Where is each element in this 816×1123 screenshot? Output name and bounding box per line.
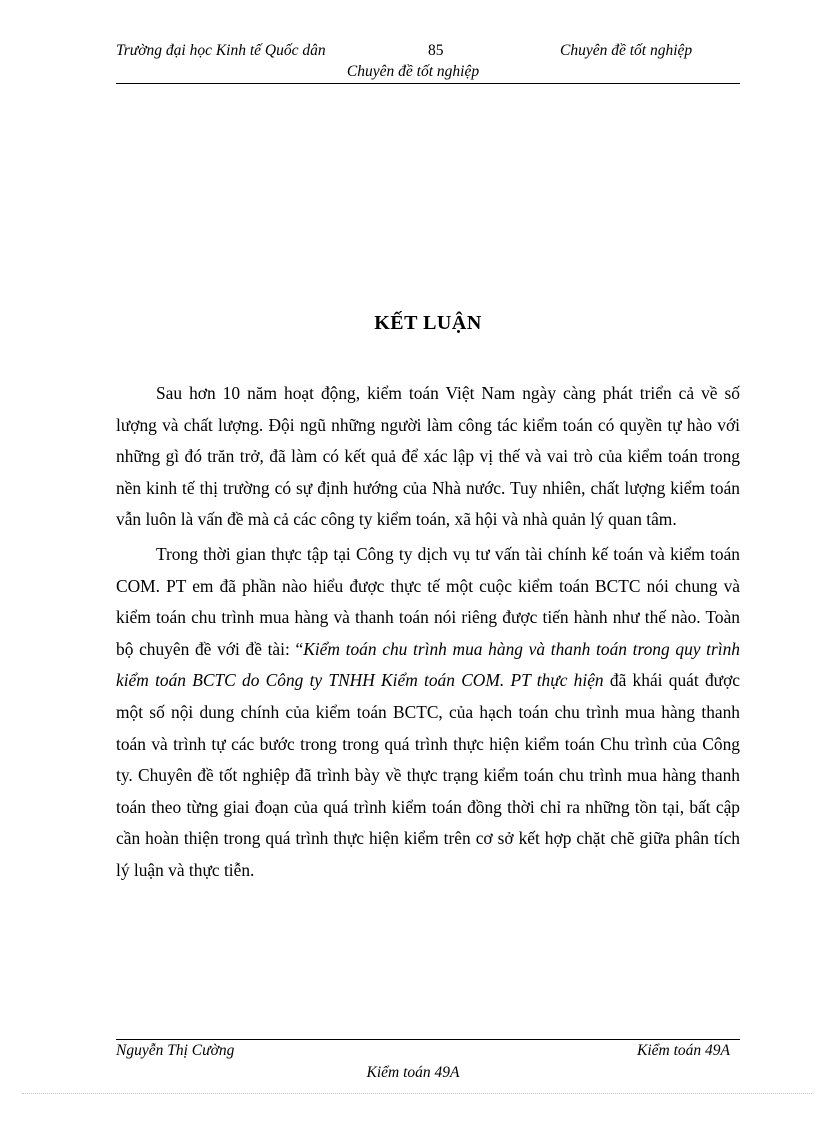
page-header <box>116 42 740 62</box>
paragraph-2-intro: Trong thời gian thực tập tại Công ty dịch vụ tư vấn tài chính kế toán và kiểm toán COM. PT em đã phần nào hiểu được thực tế một cuộc kiểm toán BCTC nói chung và kiểm toán chu trình mua hàng và thanh toán nói riêng được tiến hành như thế nào. Toàn bộ chuyên đề với đề tài: “ <box>116 543 740 659</box>
body-text <box>116 378 740 887</box>
header-document-type: Chuyên đề tốt nghiệp <box>560 42 693 59</box>
footer-subtitle: Kiểm toán 49A <box>366 1064 460 1081</box>
footer-author: Nguyễn Thị Cường <box>116 1042 235 1059</box>
paragraph-2 <box>116 539 740 887</box>
footer-divider <box>116 1039 740 1040</box>
page-footer <box>116 1042 730 1062</box>
header-page-number: 85 <box>428 42 444 59</box>
header-university: Trường đại học Kinh tế Quốc dân <box>116 42 326 59</box>
page-title: KẾT LUẬN <box>374 312 482 334</box>
page-bottom-edge <box>22 1093 812 1094</box>
header-divider <box>116 83 740 84</box>
header-subtitle: Chuyên đề tốt nghiệp <box>346 63 480 80</box>
paragraph-2-conclusion: đã khái quát được một số nội dung chính của kiểm toán BCTC, của hạch toán chu trình mua hàng thanh toán và trình tự các bước trong trong quá trình thực hiện kiểm toán Chu trình của Công ty. Chuyên đề tốt nghiệp đã trình bày về thực trạng kiểm toán chu trình mua hàng thanh toán theo từng giai đoạn của quá trình kiểm toán đồng thời chỉ ra những tồn tại, bất cập cần hoàn thiện trong quá trình thực hiện kiểm trên cơ sở kết hợp chặt chẽ giữa phân tích lý luận và thực tiễn. <box>116 670 740 880</box>
paragraph-1: Sau hơn 10 năm hoạt động, kiểm toán Việt Nam ngày càng phát triển cả về số lượng và chất lượng. Đội ngũ những người làm công tác kiểm toán có quyền tự hào với những gì đó trăn trở, đã làm có kết quả để xác lập vị thế và vai trò của kiểm toán trong nền kinh tế thị trường có sự định hướng của Nhà nước. Tuy nhiên, chất lượng kiểm toán vẫn luôn là vấn đề mà cả các công ty kiểm toán, xã hội và nhà quản lý quan tâm. <box>116 383 740 530</box>
footer-class: Kiểm toán 49A <box>637 1042 730 1059</box>
paragraph-2-topic: Kiểm toán chu trình mua hàng và thanh toán trong quy trình kiểm toán BCTC do Công ty TNHH Kiểm toán COM. PT thực hiện <box>116 638 741 691</box>
